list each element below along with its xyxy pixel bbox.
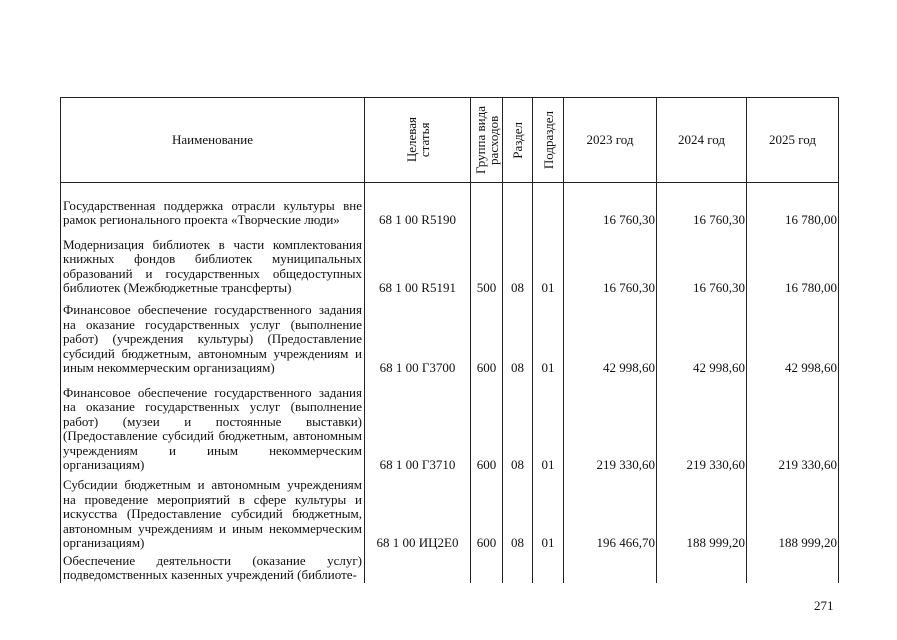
header-target: Целевая статья xyxy=(365,98,471,183)
row-section xyxy=(503,551,533,583)
header-2024: 2024 год xyxy=(657,98,747,183)
row-2023: 16 760,30 xyxy=(564,228,657,296)
table-row xyxy=(61,296,839,376)
header-2023: 2023 год xyxy=(564,98,657,183)
row-section: 08 xyxy=(503,376,533,473)
row-2025 xyxy=(747,551,839,583)
table-row xyxy=(61,551,839,583)
header-row xyxy=(61,98,839,183)
row-target xyxy=(365,551,471,583)
row-2023: 16 760,30 xyxy=(564,183,657,228)
row-2024: 16 760,30 xyxy=(657,228,747,296)
row-name: Обеспечение деятельности (оказание услуг) подведомственных казенных учреждений (библиоте- xyxy=(61,551,365,583)
row-2024 xyxy=(657,551,747,583)
header-name: Наименование xyxy=(61,98,365,183)
row-target: 68 1 00 Г3700 xyxy=(365,296,471,376)
row-group: 500 xyxy=(471,228,503,296)
row-2024: 188 999,20 xyxy=(657,473,747,551)
table-row xyxy=(61,228,839,296)
row-name: Государственная поддержка отрасли культуры вне рамок регионального проекта «Творческие люди» xyxy=(61,183,365,228)
row-subsection: 01 xyxy=(533,296,564,376)
row-subsection: 01 xyxy=(533,376,564,473)
row-2025: 188 999,20 xyxy=(747,473,839,551)
row-group: 600 xyxy=(471,376,503,473)
row-2023 xyxy=(564,551,657,583)
row-2024: 16 760,30 xyxy=(657,183,747,228)
row-2023: 42 998,60 xyxy=(564,296,657,376)
header-section: Раздел xyxy=(503,98,533,183)
row-section xyxy=(503,183,533,228)
row-2025: 16 780,00 xyxy=(747,228,839,296)
row-name: Финансовое обеспечение государственного задания на оказание государственных услуг (выполнение работ) (музеи и постоянные выставки) (Предоставление субсидий бюджетным, автономным учреждениям и иным некоммерческим организациям) xyxy=(61,376,365,473)
header-2025: 2025 год xyxy=(747,98,839,183)
row-section: 08 xyxy=(503,473,533,551)
row-2025: 42 998,60 xyxy=(747,296,839,376)
table-row xyxy=(61,473,839,551)
page-number: 271 xyxy=(814,598,834,613)
row-name: Финансовое обеспечение государственного задания на оказание государственных услуг (выполнение работ) (учреждения культуры) (Предоставление субсидий бюджетным, автономным учреждениям и иным некоммерческим организациям) xyxy=(61,296,365,376)
row-2023: 196 466,70 xyxy=(564,473,657,551)
row-group: 600 xyxy=(471,296,503,376)
row-target: 68 1 00 ИЦ2Е0 xyxy=(365,473,471,551)
row-section: 08 xyxy=(503,296,533,376)
row-name: Модернизация библиотек в части комплектования книжных фондов библиотек муниципальных образований и государственных общедоступных библиотек (Межбюджетные трансферты) xyxy=(61,228,365,296)
row-2024: 42 998,60 xyxy=(657,296,747,376)
table-row xyxy=(61,183,839,228)
row-subsection: 01 xyxy=(533,228,564,296)
header-subsection: Подраздел xyxy=(533,98,564,183)
row-section: 08 xyxy=(503,228,533,296)
row-target: 68 1 00 R5191 xyxy=(365,228,471,296)
row-group xyxy=(471,551,503,583)
header-group: Группа вида расходов xyxy=(471,98,503,183)
row-group: 600 xyxy=(471,473,503,551)
row-2025: 219 330,60 xyxy=(747,376,839,473)
row-target: 68 1 00 Г3710 xyxy=(365,376,471,473)
row-2023: 219 330,60 xyxy=(564,376,657,473)
row-target: 68 1 00 R5190 xyxy=(365,183,471,228)
table-row xyxy=(61,376,839,473)
row-subsection xyxy=(533,551,564,583)
row-group xyxy=(471,183,503,228)
row-subsection xyxy=(533,183,564,228)
row-2025: 16 780,00 xyxy=(747,183,839,228)
row-name: Субсидии бюджетным и автономным учреждениям на проведение мероприятий в сфере культуры и искусства (Предоставление субсидий бюджетным, автономным учреждениям и иным некоммерческим организациям) xyxy=(61,473,365,551)
row-subsection: 01 xyxy=(533,473,564,551)
budget-table xyxy=(60,97,839,583)
row-2024: 219 330,60 xyxy=(657,376,747,473)
